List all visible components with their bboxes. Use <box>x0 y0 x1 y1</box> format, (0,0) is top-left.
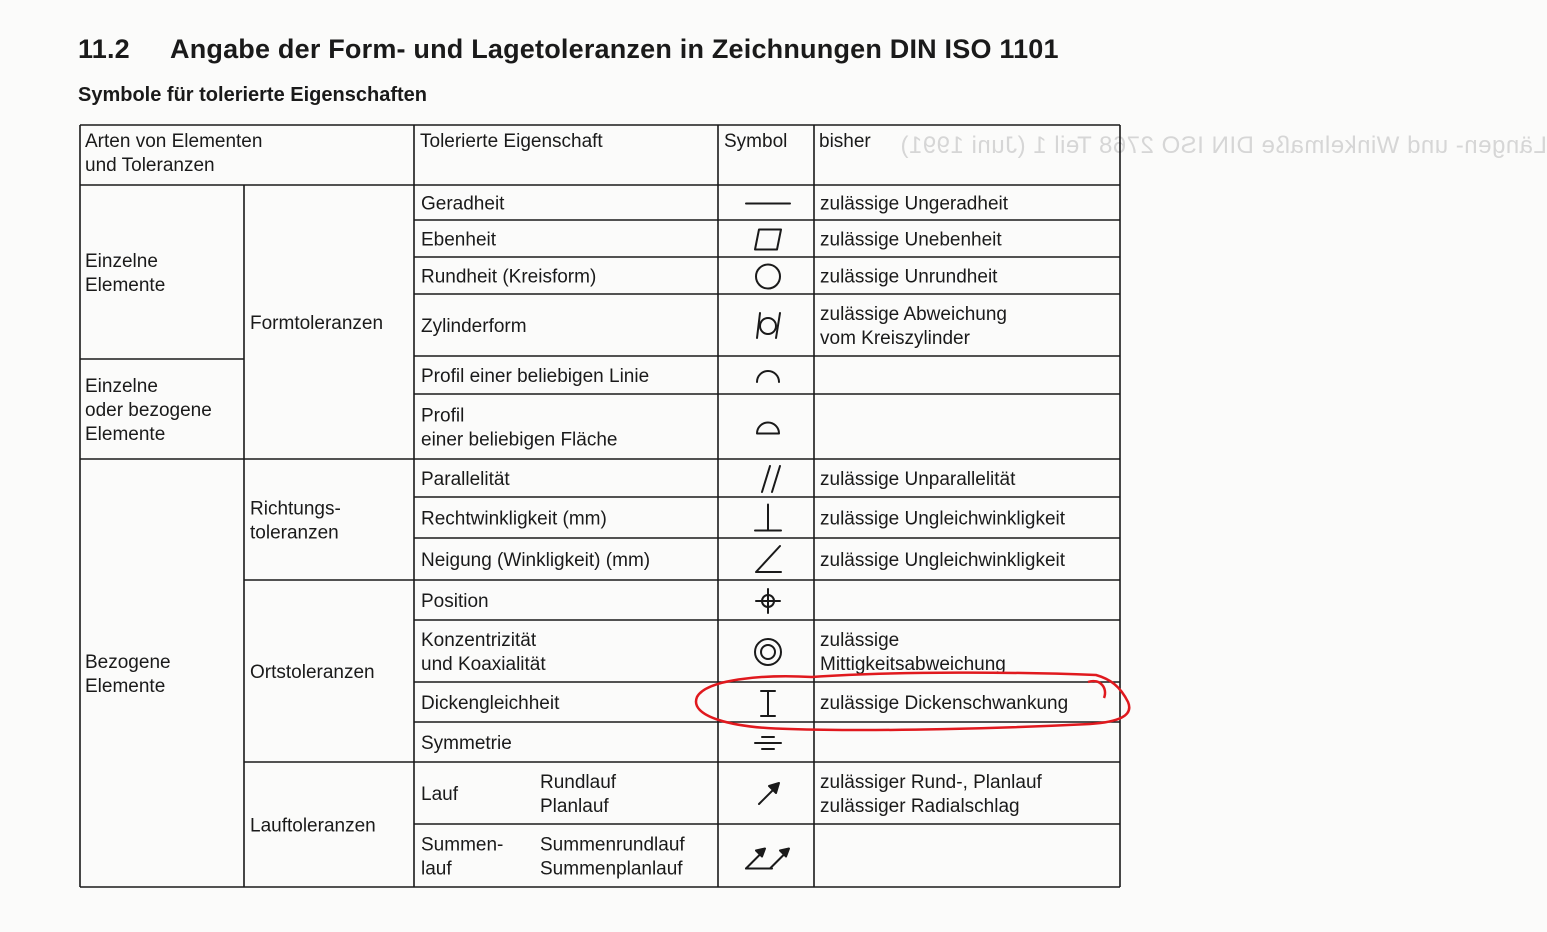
angularity-icon <box>756 546 781 572</box>
perpendicularity-icon <box>755 505 781 531</box>
property-label: Rechtwinkligkeit (mm) <box>421 508 607 530</box>
property-sublabel: Summenplanlauf <box>540 858 683 880</box>
element-group-label: oder bezogene <box>85 400 212 421</box>
previous-term-label: Mittigkeitsabweichung <box>820 654 1006 675</box>
property-label: Geradheit <box>421 193 505 215</box>
table-subtitle: Symbole für tolerierte Eigenschaften <box>78 84 427 106</box>
header-element-types: und Toleranzen <box>85 155 215 176</box>
line-profile-icon <box>757 371 779 382</box>
previous-term-label: zulässige Unparallelität <box>820 469 1016 490</box>
property-label: Neigung (Winkligkeit) (mm) <box>421 550 651 571</box>
property-label: Profil <box>421 405 465 427</box>
previous-term-label: zulässige Ungleichwinkligkeit <box>820 550 1066 571</box>
circularity-icon <box>756 265 780 289</box>
previous-term-label: zulässige Abweichung <box>820 304 1007 325</box>
header-previous-term: bisher <box>819 131 871 152</box>
tolerance-group-label: Ortstoleranzen <box>250 662 375 683</box>
section-number: 11.2 <box>78 34 130 64</box>
position-icon <box>756 589 780 613</box>
element-group-label: Bezogene <box>85 652 171 673</box>
element-group-label: Elemente <box>85 676 166 697</box>
element-group-label: Einzelne <box>85 376 158 397</box>
property-label: Profil einer beliebigen Linie <box>421 366 650 387</box>
element-group-label: Einzelne <box>85 251 158 272</box>
property-label: Symmetrie <box>421 733 512 754</box>
flatness-icon <box>755 230 781 250</box>
previous-term-label: zulässiger Radialschlag <box>820 796 1020 817</box>
property-label: lauf <box>421 858 452 880</box>
section-title: Angabe der Form- und Lagetoleranzen in Zeichnungen DIN ISO 1101 <box>170 34 1059 64</box>
previous-term-label: zulässige Unrundheit <box>820 266 998 288</box>
element-group-label: Elemente <box>85 275 166 296</box>
property-label: Zylinderform <box>421 316 527 337</box>
parallelism-icon <box>762 466 780 492</box>
property-label: einer beliebigen Fläche <box>421 429 618 451</box>
tolerance-group-label: Richtungs- <box>250 498 341 520</box>
runout-icon <box>759 783 779 804</box>
header-element-types: Arten von Elementen <box>85 131 263 152</box>
header-tolerated-property: Tolerierte Eigenschaft <box>420 131 603 152</box>
symmetry-icon <box>755 737 781 749</box>
property-label: und Koaxialität <box>421 654 546 675</box>
previous-term-label: zulässige Ungleichwinkligkeit <box>820 508 1066 530</box>
previous-term-label: zulässige Dickenschwankung <box>820 693 1069 714</box>
header-symbol: Symbol <box>724 131 788 152</box>
property-sublabel: Summenrundlauf <box>540 834 685 856</box>
property-label: Dickengleichheit <box>421 693 560 714</box>
property-label: Summen- <box>421 834 504 856</box>
property-sublabel: Planlauf <box>540 796 609 817</box>
previous-term-label: zulässige Ungeradheit <box>820 193 1009 215</box>
cylindricity-icon <box>757 313 780 338</box>
property-label: Parallelität <box>421 469 510 490</box>
tolerance-group-label: Lauftoleranzen <box>250 815 376 837</box>
tolerance-group-label: toleranzen <box>250 522 339 544</box>
property-label: Konzentrizität <box>421 630 537 651</box>
tolerance-group-label: Formtoleranzen <box>250 313 384 334</box>
total-runout-icon <box>746 849 789 869</box>
bleed-through-text: Längen- und Winkelmaße DIN ISO 2768 Teil 1 (Juni 1991) <box>900 132 1547 159</box>
property-label: Lauf <box>421 784 458 805</box>
property-label: Rundheit (Kreisform) <box>421 266 597 288</box>
thickness-uniformity-icon <box>761 691 775 716</box>
surface-profile-icon <box>757 423 779 434</box>
element-group-label: Elemente <box>85 424 166 445</box>
previous-term-label: zulässige Unebenheit <box>820 229 1002 251</box>
previous-term-label: vom Kreiszylinder <box>820 328 970 349</box>
property-label: Position <box>421 591 489 612</box>
previous-term-label: zulässiger Rund-, Planlauf <box>820 772 1042 793</box>
hand-drawn-highlight-tail <box>1088 681 1105 698</box>
property-label: Ebenheit <box>421 229 497 251</box>
property-sublabel: Rundlauf <box>540 772 617 793</box>
concentricity-icon <box>755 639 781 665</box>
previous-term-label: zulässige <box>820 630 900 651</box>
